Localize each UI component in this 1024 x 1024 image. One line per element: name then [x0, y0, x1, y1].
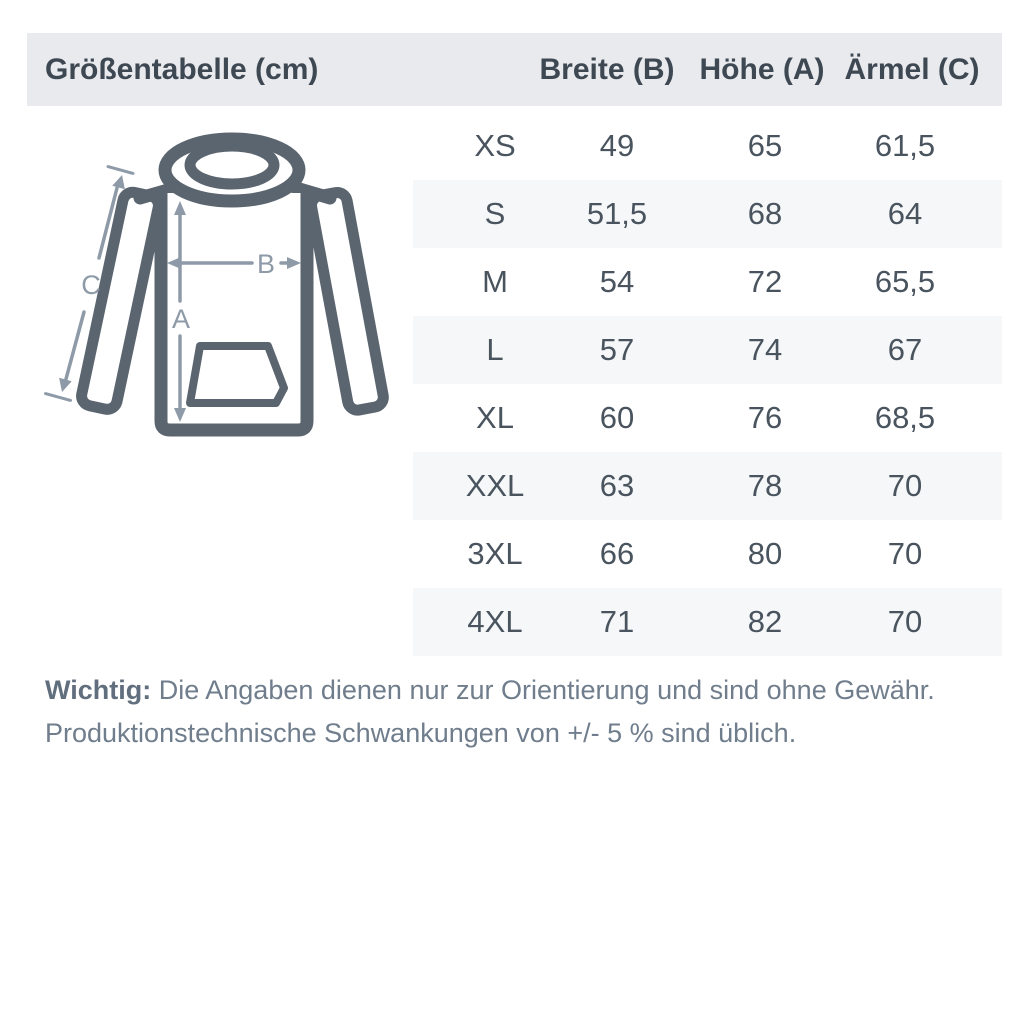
cell-aermel: 61,5 [874, 128, 936, 163]
disclaimer-bold-prefix: Wichtig: [45, 675, 152, 705]
column-header-aermel: Ärmel (C) [844, 53, 980, 86]
cell-size: XL [476, 400, 514, 435]
cell-breite: 71 [599, 604, 635, 639]
table-row-4xl [0, 588, 1024, 656]
cell-hoehe: 82 [747, 604, 783, 639]
column-header-breite: Breite (B) [539, 53, 675, 86]
cell-hoehe: 78 [747, 468, 783, 503]
dimension-label-c: C [81, 270, 101, 300]
cell-breite: 66 [599, 536, 635, 571]
cell-aermel: 70 [887, 536, 923, 571]
disclaimer-line1 [45, 669, 935, 712]
cell-size: 3XL [467, 536, 523, 571]
cell-hoehe: 76 [747, 400, 783, 435]
cell-breite: 51,5 [586, 196, 648, 231]
table-row-xl [0, 384, 1024, 452]
cell-breite: 49 [599, 128, 635, 163]
column-header-hoehe: Höhe (A) [699, 53, 825, 86]
table-row-m [0, 248, 1024, 316]
cell-hoehe: 80 [747, 536, 783, 571]
cell-size: XS [474, 128, 516, 163]
cell-aermel: 64 [887, 196, 923, 231]
cell-aermel: 68,5 [874, 400, 936, 435]
cell-hoehe: 65 [747, 128, 783, 163]
table-row-3xl [0, 520, 1024, 588]
disclaimer [45, 669, 935, 755]
cell-breite: 60 [599, 400, 635, 435]
cell-size: 4XL [467, 604, 523, 639]
table-row-xxl [0, 452, 1024, 520]
table-row-s [0, 180, 1024, 248]
disclaimer-line1-text: Die Angaben dienen nur zur Orientierung und sind ohne Gewähr. [151, 675, 935, 705]
cell-aermel: 65,5 [874, 264, 936, 299]
cell-breite: 57 [599, 332, 635, 367]
dimension-label-a: A [171, 304, 191, 334]
cell-hoehe: 72 [747, 264, 783, 299]
table-row-l [0, 316, 1024, 384]
size-table [0, 112, 1024, 656]
table-row-xs [0, 112, 1024, 180]
disclaimer-line2: Produktionstechnische Schwankungen von +/- 5 % sind üblich. [45, 718, 797, 748]
cell-size: M [482, 264, 508, 299]
cell-breite: 54 [599, 264, 635, 299]
cell-aermel: 67 [887, 332, 923, 367]
page-title: Größentabelle (cm) [45, 53, 319, 86]
cell-hoehe: 68 [747, 196, 783, 231]
cell-breite: 63 [599, 468, 635, 503]
cell-size: L [486, 332, 504, 367]
cell-size: S [484, 196, 506, 231]
dimension-label-b: B [256, 249, 276, 279]
cell-aermel: 70 [887, 604, 923, 639]
cell-hoehe: 74 [747, 332, 783, 367]
cell-size: XXL [465, 468, 525, 503]
cell-aermel: 70 [887, 468, 923, 503]
